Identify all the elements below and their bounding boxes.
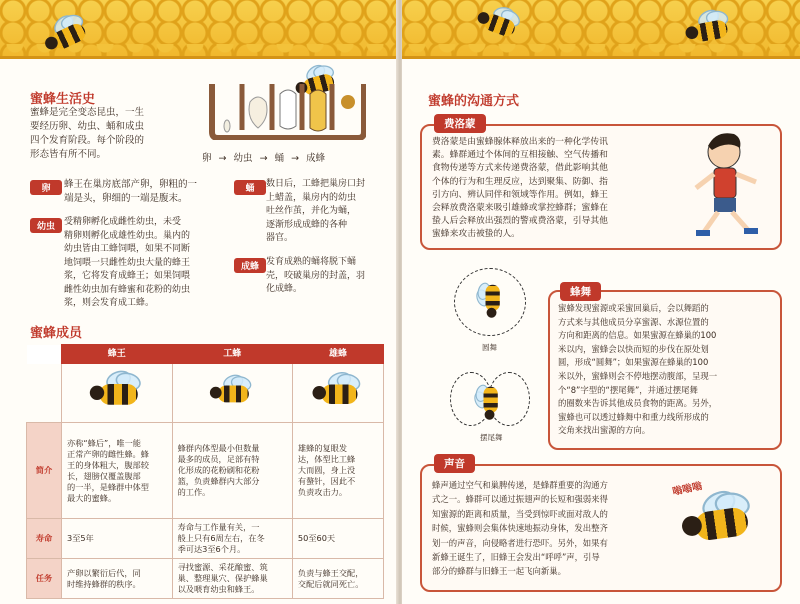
table-header-cell: 雄蜂 bbox=[292, 345, 383, 364]
queen-bee-image bbox=[62, 364, 173, 423]
egg-tag: 卵 bbox=[30, 180, 62, 195]
stage-pupa-label: 蛹 bbox=[274, 153, 285, 164]
left-page bbox=[0, 0, 398, 604]
members-table bbox=[26, 344, 384, 599]
table-cell: 寿命与工作量有关，一 般上只有6周左右，在冬 季可达3至6个月。 bbox=[172, 519, 292, 559]
life-cycle-illustration bbox=[208, 82, 366, 140]
table-cell: 50至60天 bbox=[292, 519, 383, 559]
larva-tag: 幼虫 bbox=[30, 218, 62, 233]
stage-egg-label: 卵 bbox=[202, 153, 212, 164]
adult-tag: 成蜂 bbox=[234, 258, 266, 273]
life-history-title: 蜜蜂生活史 bbox=[30, 92, 96, 107]
row-label: 任务 bbox=[27, 559, 62, 599]
row-label: 寿命 bbox=[27, 519, 62, 559]
drone-bee-image bbox=[292, 364, 383, 423]
egg-description: 蜂王在巢房底部产卵，卵粗的一 端是头，卵细的一端是腹末。 bbox=[64, 179, 198, 204]
stage-adult-label: 成蜂 bbox=[306, 153, 326, 164]
table-cell: 雄蜂的复眼发 达，体型比工蜂 大而圆，身上没 有螯针，因此不 负责攻击力。 bbox=[292, 423, 383, 519]
table-row bbox=[27, 519, 384, 559]
arrow-icon: → bbox=[291, 153, 300, 164]
sound-text: 蜂声通过空气和巢脾传递，是蜂群重要的沟通方 式之一。蜂群可以通过振翅声的长短和强弱来得 知蜜源的距离和质量，当受到惊吓或面对敌人的 时候，蜜蜂则会集体快速地振动身体，发出整齐 划一的声音，向侵略者进行恐吓。另外，如果有 新蜂王诞生了，旧蜂王会发出“呼呼”声，引导 部分的蜂群与旧蜂王一起飞向新巢。 bbox=[432, 480, 608, 577]
table-cell: 亦称“蜂后”，唯一能 正常产卵的雌性蜂。蜂 王的身体粗大，腹部较 长，翅膀仅覆盖腹部 的一半，是蜂群中体型 最大的蜜蜂。 bbox=[62, 423, 173, 519]
pheromone-heading: 费洛蒙 bbox=[434, 114, 486, 133]
table-header-cell: 蜂王 bbox=[62, 345, 173, 364]
arrow-icon: → bbox=[218, 153, 227, 164]
table-image-row bbox=[27, 364, 384, 423]
pupa-tag: 蛹 bbox=[234, 180, 266, 195]
dance-text: 蜜蜂发现蜜源或采蜜回巢后，会以舞蹈的 方式来与其他成员分享蜜源、水源位置的 方向和距离的信息。如果蜜源在蜂巢的100 米以内，蜜蜂会以快而短的步伐在原处划 圆，形成“圆舞”；如果蜜源在蜂巢的100 米以外，蜜蜂则会不停地摆动腹部，呈现一 个“8”字型的“摆尾舞”，并通过摆尾舞 的圈数来告诉其他成员食物的距离。另外， 蜜蜂也可以透过蜂舞中和重力线所形成的 交角来找出蜜源的方向。 bbox=[558, 303, 718, 436]
table-header-cell: 工蜂 bbox=[172, 345, 292, 364]
running-boy-illustration bbox=[672, 126, 776, 242]
table-cell: 产卵以繁衍后代，同 时维持蜂群的秩序。 bbox=[62, 559, 173, 599]
row-label: 简介 bbox=[27, 423, 62, 519]
dance-heading: 蜂舞 bbox=[560, 282, 601, 301]
waggle-dance-label: 摆尾舞 bbox=[480, 433, 503, 442]
bee-illustration bbox=[477, 382, 501, 419]
table-row bbox=[27, 423, 384, 519]
sound-heading: 声音 bbox=[434, 454, 475, 473]
round-dance-label: 圆舞 bbox=[482, 343, 497, 352]
buzz-sound-effect: 嗡嗡嗡 bbox=[671, 480, 704, 498]
table-row bbox=[27, 559, 384, 599]
bee-illustration bbox=[679, 492, 760, 550]
worker-bee-image bbox=[172, 364, 292, 423]
stage-sequence bbox=[200, 150, 327, 164]
pheromone-text: 费洛蒙是由蜜蜂腺体释放出来的一种化学传讯 素。蜂群通过个体间的互相接触、空气传播和 食物传递等方式来传递费洛蒙，借此影响其他 个体的行为和生理反应，达到聚集、防御、指 引方向、辨认同伴和领域等作用。例如，蜂王 会释放费洛蒙来吸引雄蜂或掌控蜂群；蜜蜂在 蛰人后会释放出强烈的警戒费洛蒙，引导其他 蜜蜂来攻击被蛰的人。 bbox=[432, 137, 608, 240]
stage-larva-label: 幼虫 bbox=[233, 153, 253, 164]
table-cell: 负责与蜂王交配， 交配后就同死亡。 bbox=[292, 559, 383, 599]
adult-description: 发育成熟的蛹将脱下蛹 壳，咬破巢房的封盖，羽 化成蜂。 bbox=[266, 257, 366, 294]
arrow-icon: → bbox=[259, 153, 268, 164]
pupa-description: 数日后，工蜂把巢房口封 上蜡盖，巢房内的幼虫 吐丝作茧，并化为蛹， 逐渐形成成蜂的各种 器官。 bbox=[266, 179, 366, 243]
communication-title: 蜜蜂的沟通方式 bbox=[428, 94, 520, 109]
members-title: 蜜蜂成员 bbox=[30, 326, 83, 341]
right-page bbox=[402, 0, 800, 604]
life-history-intro: 蜜蜂是完全变态昆虫，一生 要经历卵、幼虫、蛹和成虫 四个发育阶段。每个阶段的 形态皆有所不同。 bbox=[30, 107, 145, 160]
bee-illustration bbox=[479, 280, 503, 317]
table-header-cell bbox=[27, 345, 62, 364]
honeycomb-banner bbox=[402, 0, 800, 59]
table-header-row bbox=[27, 345, 384, 364]
table-cell: 3至5年 bbox=[62, 519, 173, 559]
table-cell: 蜂群内体型最小但数量 最多的成员，足部有特 化形成的花粉刷和花粉 篮，负责蜂群内大部分 的工作。 bbox=[172, 423, 292, 519]
larva-description: 受精卵孵化成雌性幼虫，未受 精卵则孵化成雄性幼虫。巢内的 幼虫皆由工蜂饲喂，如果不同断 地饲喂一只雌性幼虫大量的蜂王 浆，它将发育成蜂王；如果饲喂 雌性幼虫加有蜂蜜和花粉的幼虫 浆，则会发育成工蜂。 bbox=[64, 217, 191, 308]
table-cell: 寻找蜜源、采花酿蜜、筑 巢、整理巢穴、保护蜂巢 以及喂育幼虫和蜂王。 bbox=[172, 559, 292, 599]
